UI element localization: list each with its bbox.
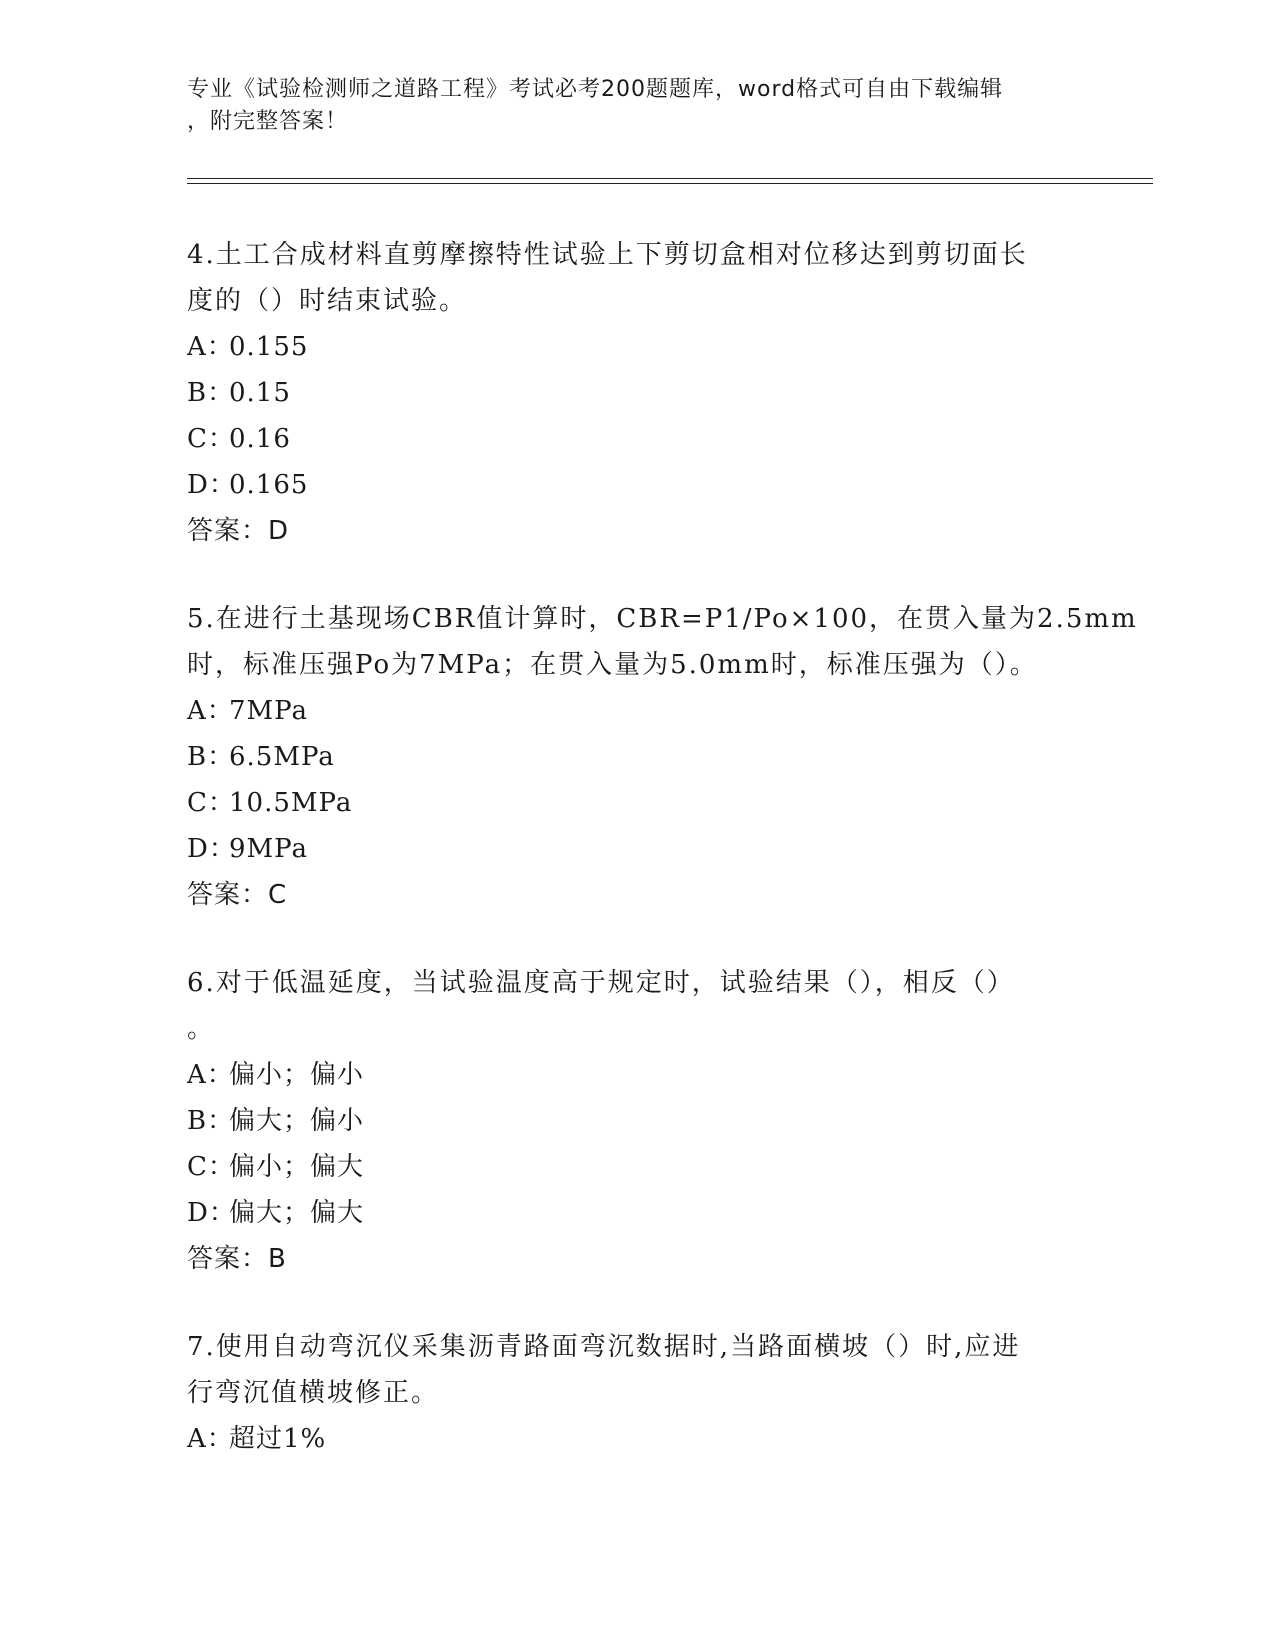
question-text-line: 。	[187, 1014, 216, 1044]
option-b	[187, 734, 1087, 780]
option-letter: A：	[187, 1424, 234, 1454]
option-text: 9MPa	[229, 834, 308, 864]
option-c	[187, 1144, 1087, 1190]
question-5	[187, 596, 1138, 918]
option-a	[187, 1052, 1087, 1098]
option-a	[187, 688, 1087, 734]
option-d	[187, 826, 1087, 872]
option-text: 偏大；偏大	[229, 1198, 365, 1228]
option-a	[187, 1416, 1087, 1462]
question-text-line: 时，标准压强Po为7MPa；在贯入量为5.0mm时，标准压强为（）。	[187, 650, 1038, 680]
option-text: 10.5MPa	[229, 788, 353, 818]
option-text: 偏大；偏小	[229, 1106, 365, 1136]
question-text-line: 度的（）时结束试验。	[187, 286, 468, 316]
option-letter: C：	[187, 424, 235, 454]
answer-line: 答案：B	[187, 1244, 287, 1274]
option-text: 6.5MPa	[229, 742, 335, 772]
option-d	[187, 462, 1087, 508]
option-letter: C：	[187, 1152, 235, 1182]
option-letter: B：	[187, 1106, 235, 1136]
question-list	[187, 232, 1138, 1504]
option-letter: D：	[187, 1198, 236, 1228]
header-line-2: ，附完整答案！	[187, 109, 349, 134]
option-a	[187, 324, 1087, 370]
option-text: 偏小；偏小	[229, 1060, 365, 1090]
option-c	[187, 416, 1087, 462]
question-7	[187, 1324, 1087, 1462]
header-rule-bottom	[187, 183, 1153, 184]
option-letter: B：	[187, 378, 235, 408]
option-letter: A：	[187, 332, 234, 362]
option-letter: D：	[187, 470, 236, 500]
question-text-line: 5.在进行土基现场CBR值计算时，CBR=P1/Po×100，在贯入量为2.5mm	[187, 604, 1138, 634]
answer-line: 答案：C	[187, 880, 288, 910]
option-d	[187, 1190, 1087, 1236]
option-text: 7MPa	[229, 696, 308, 726]
option-text: 偏小；偏大	[229, 1152, 365, 1182]
question-4	[187, 232, 1087, 554]
option-text: 超过1%	[229, 1424, 327, 1454]
header-rule-top	[187, 178, 1153, 179]
answer-line: 答案：D	[187, 516, 290, 546]
option-letter: C：	[187, 788, 235, 818]
question-text-line: 6.对于低温延度，当试验温度高于规定时，试验结果（），相反（）	[187, 968, 1015, 998]
option-c	[187, 780, 1087, 826]
option-b	[187, 370, 1087, 416]
question-6	[187, 960, 1087, 1282]
header-line-1: 专业《试验检测师之道路工程》考试必考200题题库，word格式可自由下载编辑	[187, 77, 1004, 102]
question-text-line: 7.使用自动弯沉仪采集沥青路面弯沉数据时,当路面横坡（）时,应进	[187, 1332, 1021, 1362]
option-letter: B：	[187, 742, 235, 772]
question-text-line: 4.土工合成材料直剪摩擦特性试验上下剪切盒相对位移达到剪切面长	[187, 240, 1028, 270]
question-text-line: 行弯沉值横坡修正。	[187, 1378, 440, 1408]
option-text: 0.165	[229, 470, 309, 500]
option-letter: A：	[187, 696, 234, 726]
option-letter: D：	[187, 834, 236, 864]
option-text: 0.15	[229, 378, 291, 408]
option-text: 0.16	[229, 424, 291, 454]
option-letter: A：	[187, 1060, 234, 1090]
document-header	[187, 74, 1067, 138]
option-b	[187, 1098, 1087, 1144]
option-text: 0.155	[229, 332, 309, 362]
